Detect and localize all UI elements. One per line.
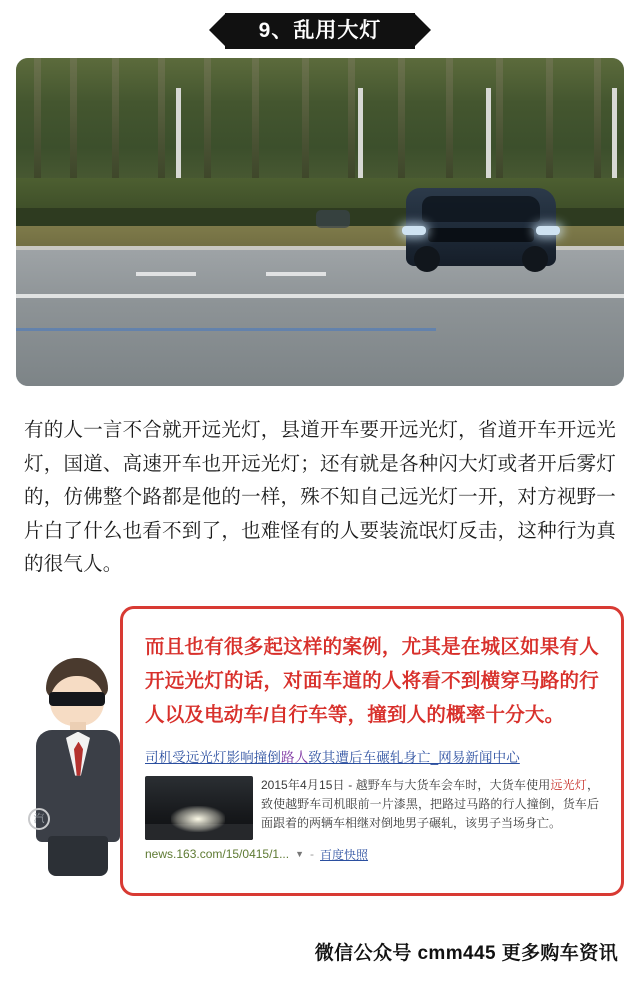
snippet-title-link[interactable] xyxy=(145,748,599,768)
header-banner xyxy=(0,8,640,54)
snippet-text-before: 越野车与大货车会车时，大货车使用 xyxy=(352,777,551,792)
light-pole xyxy=(486,88,491,192)
snippet-body xyxy=(145,776,599,840)
blue-lane-marking xyxy=(16,328,436,331)
light-pole xyxy=(612,88,617,184)
distant-vehicle xyxy=(316,210,350,228)
windshield xyxy=(422,196,540,222)
footer-watermark: 微信公众号 cmm445 更多购车资讯 xyxy=(314,943,618,964)
snippet-title-visited: 路人 xyxy=(281,750,309,766)
light-pole xyxy=(176,88,181,188)
front-grille xyxy=(428,228,534,242)
snippet-thumbnail[interactable] xyxy=(145,776,253,840)
mascot-legs xyxy=(48,836,108,876)
lane-marking xyxy=(16,294,624,298)
red-quote-box xyxy=(120,606,624,896)
sunglasses-icon xyxy=(49,692,105,706)
road-photo xyxy=(16,58,624,386)
snippet-separator: - xyxy=(310,847,315,862)
quote-text: 而且也有很多起这样的案例，尤其是在城区如果有人开远光灯的话，对面车道的人将看不到横穿马路的行人以及电动车/自行车等，撞到人的概率十分大。 xyxy=(145,635,599,726)
chevron-down-icon[interactable]: ▼ xyxy=(295,849,305,860)
snippet-text-after: ，致使越野车司机眼前一片漆黑，把路过马路的行人撞倒，货车后面跟着的两辆车相继对倒地男子碾轧，该男子当场身亡。 xyxy=(261,777,599,830)
snippet-title-part1: 司机受远光灯影响撞倒 xyxy=(145,750,281,766)
watermark-badge-icon: 汽 xyxy=(28,808,50,830)
wheel-right xyxy=(522,246,548,272)
headlight-left xyxy=(402,226,426,235)
quote-section xyxy=(16,606,624,906)
snippet-description xyxy=(261,776,599,840)
tree-trunks xyxy=(16,58,624,186)
lane-marking-dash xyxy=(136,272,196,276)
snippet-date: 2015年4月15日 - xyxy=(261,777,353,792)
body-paragraph: 有的人一言不合就开远光灯，县道开车要开远光灯，省道开车开远光灯，国道、高速开车也开远光灯；还有就是各种闪大灯或者开后雾灯的，仿佛整个路都是他的一样，殊不知自己远光灯一开，对方视野一片白了什么也看不到了，也难怪有的人要装流氓灯反击，这种行为真的很气人。 xyxy=(24,419,616,576)
lane-marking-dash xyxy=(266,272,326,276)
section-title: 9、乱用大灯 xyxy=(225,13,416,49)
snippet-title-part2: 致其遭后车碾轧身亡_网易新闻中心 xyxy=(308,750,520,766)
wheel-left xyxy=(414,246,440,272)
headlight-right xyxy=(536,226,560,235)
snippet-cache-link[interactable]: 百度快照 xyxy=(320,847,369,862)
snippet-url-row xyxy=(145,846,599,863)
headlight-glare-icon xyxy=(171,806,225,832)
oncoming-car xyxy=(406,188,556,266)
mascot-avatar xyxy=(22,658,132,878)
snippet-url: news.163.com/15/0415/1... xyxy=(145,847,290,862)
snippet-highlight: 远光灯 xyxy=(550,777,587,792)
search-result-snippet xyxy=(145,748,599,862)
